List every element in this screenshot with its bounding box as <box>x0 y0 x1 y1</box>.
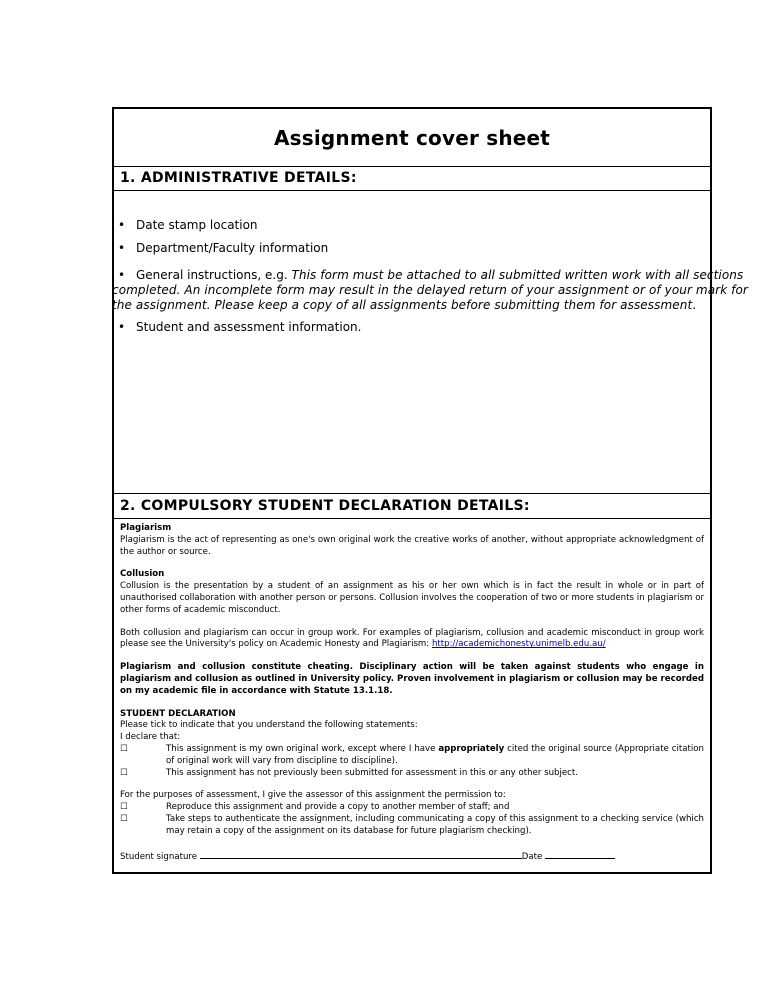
list-item: • Student and assessment information. <box>118 320 362 334</box>
purposes-intro: For the purposes of assessment, I give the assessor of this assignment the permission to: <box>120 790 506 801</box>
signature-field[interactable] <box>200 849 522 859</box>
declaration-intro: Please tick to indicate that you understand the following statements: <box>120 720 418 731</box>
admin-details-list <box>112 218 752 334</box>
page-title: Assignment cover sheet <box>114 109 710 167</box>
list-item: • Department/Faculty information <box>118 241 329 255</box>
collusion-text: Collusion is the presentation by a student of an assignment as his or her own which is in fact the result in whole or in part of unauthorised collaboration with another person or persons. Collusion involves the cooperation of two or more students in plagiarism or other forms of academic misconduct. <box>120 581 704 615</box>
permission-authenticate: ☐ Take steps to authenticate the assignment, including communicating a copy of this assignment to a checking service (which may retain a copy of the assignment on its database for future plagiarism checking). <box>120 813 704 836</box>
cheating-warning: Plagiarism and collusion constitute cheating. Disciplinary action will be taken against students who engage in plagiarism and collusion as outlined in University policy. Proven involvement in plagiarism or collusion may be recorded on my academic file in accordance with Statute 13.1.18. <box>120 662 704 696</box>
statement-original-work: ☐ This assignment is my own original work, except where I have appropriately cited the original source (Appropriate citation of original work will vary from discipline to discipline). <box>120 743 704 766</box>
plagiarism-text: Plagiarism is the act of representing as one's own original work the creative works of another, without appropriate acknowledgment of the author or source. <box>120 534 704 557</box>
date-label: Date <box>521 851 546 862</box>
checkbox-not-submitted[interactable]: ☐ <box>120 767 128 778</box>
statement-not-submitted: ☐ This assignment has not previously been submitted for assessment in this or any other subject. <box>120 767 578 778</box>
declaration-details <box>120 523 704 863</box>
plagiarism-title: Plagiarism <box>120 523 172 533</box>
declaration-title: STUDENT DECLARATION <box>120 708 236 719</box>
date-field[interactable] <box>545 849 615 859</box>
collusion-title: Collusion <box>120 569 165 580</box>
section2-heading: 2. COMPULSORY STUDENT DECLARATION DETAILS: <box>114 493 710 519</box>
academic-honesty-link[interactable]: http://academichonesty.unimelb.edu.au/ <box>431 639 606 650</box>
checkbox-original-work[interactable]: ☐ <box>120 743 128 754</box>
signature-label: Student signature <box>120 851 200 862</box>
signature-row <box>120 849 704 864</box>
list-item: • Date stamp location <box>118 218 258 232</box>
permission-reproduce: ☐ Reproduce this assignment and provide a copy to another member of staff; and <box>120 802 510 813</box>
list-item-instructions: • General instructions, e.g. This form must be attached to all submitted written work with all sections completed. An incomplete form may result in the delayed return of your assignment or of your mark for the assignment. Please keep a copy of all assignments before submitting them for assessment. <box>112 268 748 312</box>
declare-that: I declare that: <box>120 732 181 743</box>
checkbox-reproduce[interactable]: ☐ <box>120 802 128 813</box>
group-work-text: Both collusion and plagiarism can occur in group work. For examples of plagiarism, collusion and academic misconduct in group work please see the University's policy on Academic Honesty and Plagiarism: http://academichonesty.unimelb.edu.au/ <box>120 627 704 650</box>
checkbox-authenticate[interactable]: ☐ <box>120 813 128 824</box>
section1-heading: 1. ADMINISTRATIVE DETAILS: <box>114 166 710 191</box>
